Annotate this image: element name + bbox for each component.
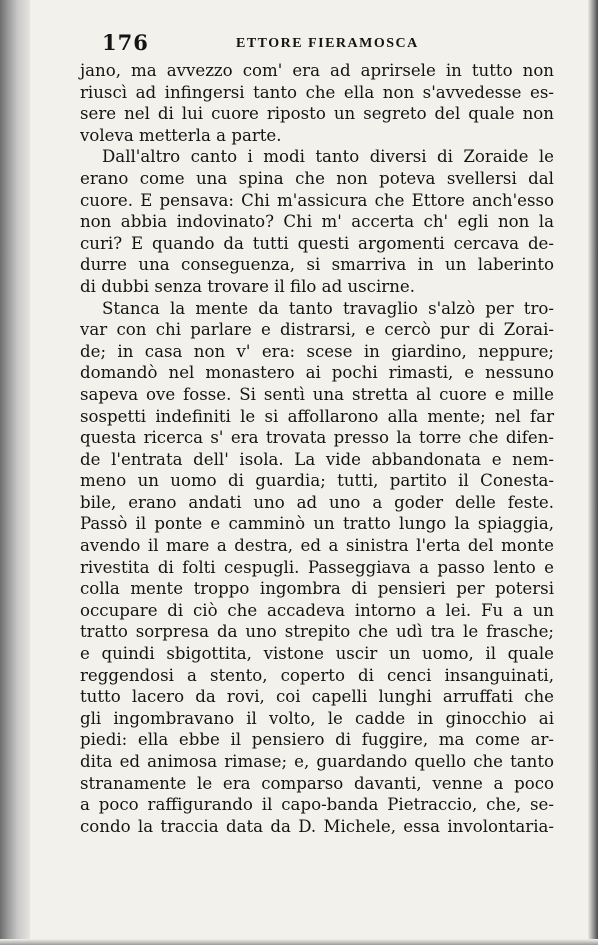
page-number: 176	[102, 30, 149, 55]
running-title: ETTORE FIERAMOSCA	[236, 36, 419, 51]
text-line: bile, erano andati uno ad uno a goder delle feste.	[80, 492, 554, 512]
text-line: stranamente le era comparso davanti, venne a poco	[80, 773, 554, 793]
text-line: di dubbi senza trovare il filo ad uscirne.	[80, 276, 415, 296]
text-line: questa ricerca s' era trovata presso la torre che difen-	[80, 428, 554, 448]
page-bottom-edge	[0, 939, 598, 945]
text-line: rivestita di folti cespugli. Passeggiava a passo lento e	[80, 557, 554, 577]
text-line: riuscì ad infingersi tanto che ella non s'avvedesse es-	[80, 82, 554, 102]
text-line: reggendosi a stento, coperto di cenci insanguinati,	[80, 665, 554, 685]
text-line: Stanca la mente da tanto travaglio s'alzò per tro-	[102, 298, 554, 318]
text-line: condo la traccia data da D. Michele, essa involontaria-	[80, 816, 554, 836]
text-line: de; in casa non v' era: scese in giardino, neppure;	[80, 341, 554, 361]
text-line: non abbia indovinato? Chi m' accerta ch' egli non la	[80, 212, 554, 232]
text-line: durre una conseguenza, si smarriva in un laberinto	[80, 255, 554, 275]
text-line: piedi: ella ebbe il pensiero di fuggire, ma come ar-	[80, 730, 554, 750]
text-line: sospetti indefiniti le si affollarono alla mente; nel far	[80, 406, 554, 426]
text-line: sapeva ove fosse. Si sentì una stretta al cuore e mille	[80, 384, 554, 404]
text-line: var con chi parlare e distrarsi, e cercò pur di Zorai-	[80, 320, 554, 340]
page-edge-shadow	[588, 0, 598, 945]
text-line: tratto sorpresa da uno strepito che udì tra le frasche;	[80, 622, 554, 642]
page-binding-shadow	[0, 0, 30, 945]
text-line: avendo il mare a destra, ed a sinistra l'erta del monte	[80, 536, 554, 556]
text-line: Passò il ponte e camminò un tratto lungo la spiaggia,	[80, 514, 554, 534]
text-line: Dall'altro canto i modi tanto diversi di Zoraide le	[102, 147, 554, 167]
text-line: e quindi sbigottita, vistone uscir un uomo, il quale	[80, 644, 554, 664]
text-line: de l'entrata dell' isola. La vide abbandonata e nem-	[80, 449, 554, 469]
text-line: domandò nel monastero ai pochi rimasti, e nessuno	[80, 363, 554, 383]
text-line: a poco raffigurando il capo-banda Pietraccio, che, se-	[80, 795, 554, 815]
text-line: occupare di ciò che accadeva intorno a lei. Fu a un	[80, 600, 554, 620]
text-line: dita ed animosa rimase; e, guardando quello che tanto	[80, 752, 554, 771]
text-line: erano come una spina che non poteva svellersi dal	[80, 168, 554, 188]
text-line: gli ingombravano il volto, le cadde in ginocchio ai	[80, 708, 554, 728]
text-line: tutto lacero da rovi, coi capelli lunghi arruffati che	[80, 687, 554, 707]
text-line: colla mente troppo ingombra di pensieri per potersi	[80, 579, 554, 599]
body-text	[80, 60, 554, 837]
text-line: sere nel di lui cuore riposto un segreto del quale non	[80, 104, 554, 124]
text-line: curi? E quando da tutti questi argomenti cercava de-	[80, 233, 554, 253]
text-line: cuore. E pensava: Chi m'assicura che Ettore anch'esso	[80, 190, 554, 210]
text-line: voleva metterla a parte.	[80, 125, 282, 145]
text-line: jano, ma avvezzo com' era ad aprirsele in tutto non	[80, 61, 554, 80]
text-line: meno un uomo di guardia; tutti, partito il Conesta-	[80, 471, 554, 491]
page-header	[80, 30, 558, 60]
